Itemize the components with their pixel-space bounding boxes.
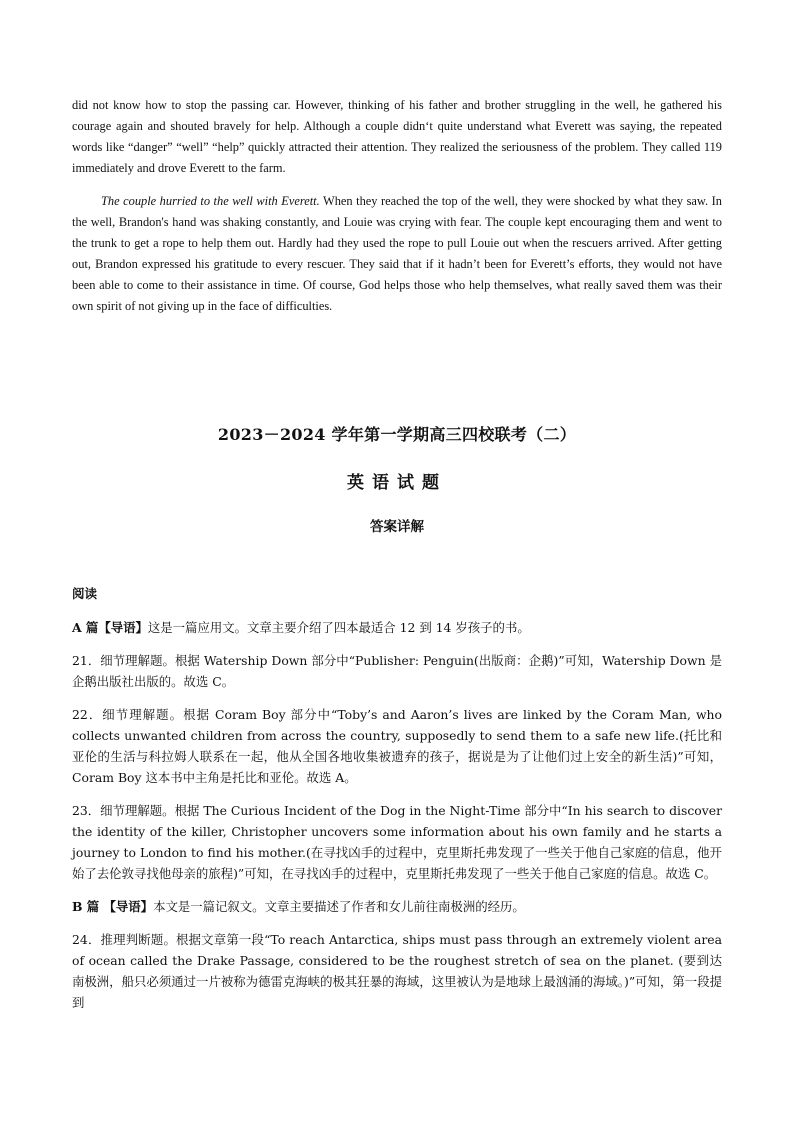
answer-22: 22．细节理解题。根据 Coram Boy 部分中“Toby’s and Aaron’s lives are linked by the Coram Man, who collects unwanted children from across the country, supposedly to send them to a safe new life.(托比和亚伦的生活与科拉姆人联系在一起，他从全国各地收集被遗弃的孩子，据说是为了让他们过上安全的新生活)”可知，Coram Boy 这本书中主角是托比和亚伦。故选 A。 [72,707,722,785]
answers-title: 答案详解 [370,519,424,535]
story-paragraph-1: did not know how to stop the passing car. However, thinking of his father and brother struggling in the well, he gathered his courage again and shouted bravely for help. Although a couple didn‘t quite understand what Everett was saying, the repeated words like “danger” “well” “help” quickly attracted their attention. They realized the seriousness of the problem. They called 119 immediately and drove Everett to the farm. [72,98,722,175]
answer-23: 23．细节理解题。根据 The Curious Incident of the Dog in the Night-Time 部分中“In his search to discover the identity of the killer, Christopher uncovers some information about his own family and he starts a journey to London to find his mother.(在寻找凶手的过程中，克里斯托弗发现了一些关于他自己家庭的信息，他开始了去伦敦寻找他母亲的旅程)”可知，在寻找凶手的过程中，克里斯托弗发现了一些关于他自己家庭的信息。故选 C。 [72,803,722,881]
answer-21: 21．细节理解题。根据 Watership Down 部分中“Publisher: Penguin(出版商：企鹅)”可知，Watership Down 是企鹅出版社出版的。故选 C。 [72,653,722,689]
story-paragraph-2-body: When they reached the top of the well, they were shocked by what they saw. In the well, Brandon's hand was shaking constantly, and Louie was crying with fear. The couple kept encouraging them and went to the trunk to get a rope to help them out. Hardly had they used the rope to pull Louie out when the rescuers arrived. After getting out, Brandon expressed his gratitude to every rescuer. They said that if it hadn’t been for Everett’s efforts, they would not have been able to come to their assistance in time. Of course, God helps those who help themselves, what really saved them was their own spirit of not giving up in the face of difficulties. [72,194,722,313]
passage-a-intro [72,617,722,638]
subject-title: 英语试题 [347,473,447,493]
story-paragraph-2-italic-lead: The couple hurried to the well with Everett. [101,194,320,208]
answer-explanations [72,617,722,1025]
story-text [72,95,722,329]
passage-a-text: 这是一篇应用文。文章主要介绍了四本最适合 12 到 14 岁孩子的书。 [147,620,530,635]
section-label-reading: 阅读 [72,586,98,601]
answer-24: 24．推理判断题。根据文章第一段“To reach Antarctica, ships must pass through an extremely violent area of ocean called the Drake Passage, considered to be the roughest stretch of sea on the planet. (要到达南极洲，船只必须通过一片被称为德雷克海峡的极其狂暴的海域，这里被认为是地球上最汹涌的海域。)”可知，第一段提到 [72,932,722,1010]
exam-title: 2023－2024 学年第一学期高三四校联考（二） [217,425,577,444]
passage-a-label: A 篇【导语】 [72,620,148,635]
passage-b-intro [72,896,722,917]
passage-b-text: 本文是一篇记叙文。文章主要描述了作者和女儿前往南极洲的经历。 [153,899,525,914]
passage-b-label: B 篇 【导语】 [72,899,154,914]
story-paragraph-2 [72,191,722,317]
